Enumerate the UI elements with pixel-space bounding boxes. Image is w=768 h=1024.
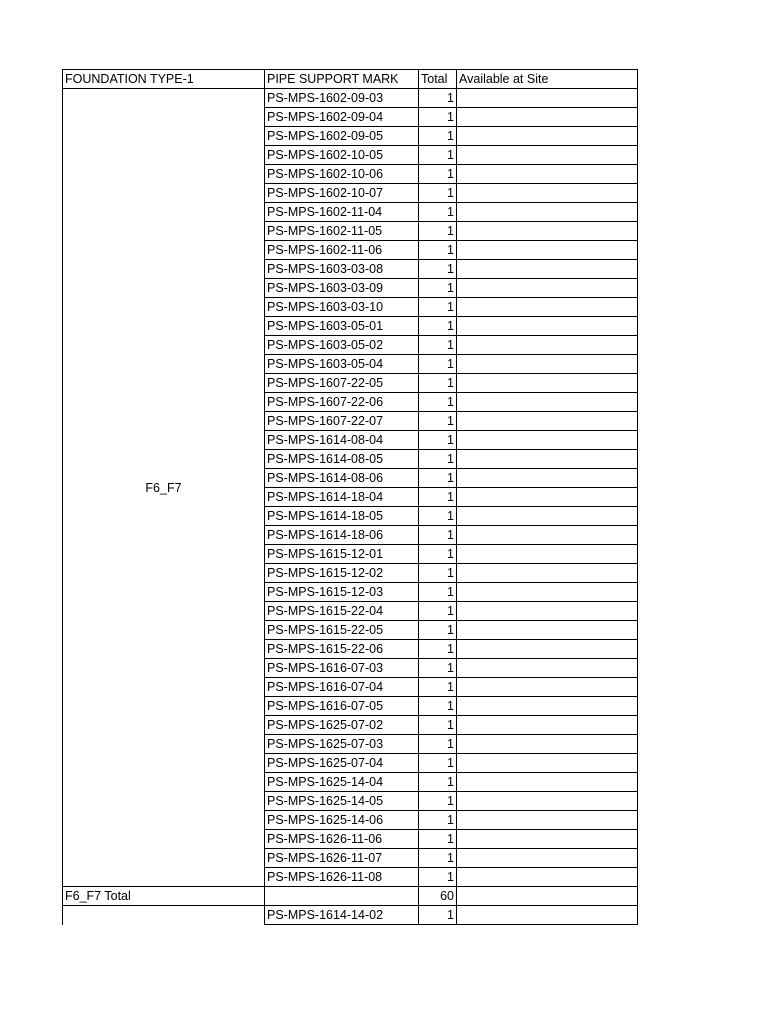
total-cell[interactable]: 1 — [419, 108, 457, 127]
available-at-site-cell[interactable] — [457, 678, 638, 697]
pipe-support-mark-cell[interactable]: PS-MPS-1603-03-10 — [265, 298, 419, 317]
pipe-support-mark-cell[interactable]: PS-MPS-1603-05-04 — [265, 355, 419, 374]
total-cell[interactable]: 1 — [419, 811, 457, 830]
pipe-support-mark-cell[interactable]: PS-MPS-1614-08-05 — [265, 450, 419, 469]
pipe-support-mark-cell[interactable]: PS-MPS-1614-18-04 — [265, 488, 419, 507]
total-cell[interactable]: 1 — [419, 773, 457, 792]
header-total[interactable]: Total — [419, 70, 457, 89]
pipe-support-mark-cell[interactable]: PS-MPS-1625-07-03 — [265, 735, 419, 754]
header-available-at-site[interactable]: Available at Site — [457, 70, 638, 89]
pipe-support-mark-cell[interactable]: PS-MPS-1602-10-06 — [265, 165, 419, 184]
total-cell[interactable]: 1 — [419, 279, 457, 298]
total-cell[interactable]: 1 — [419, 298, 457, 317]
spreadsheet-table — [62, 69, 638, 925]
available-at-site-cell[interactable] — [457, 317, 638, 336]
total-cell[interactable]: 1 — [419, 526, 457, 545]
pipe-support-mark-cell[interactable]: PS-MPS-1607-22-06 — [265, 393, 419, 412]
total-cell[interactable]: 1 — [419, 716, 457, 735]
total-cell[interactable]: 1 — [419, 222, 457, 241]
header-pipe-support-mark[interactable]: PIPE SUPPORT MARK — [265, 70, 419, 89]
total-cell[interactable]: 1 — [419, 127, 457, 146]
total-cell[interactable]: 1 — [419, 697, 457, 716]
pipe-support-mark-cell[interactable]: PS-MPS-1614-18-05 — [265, 507, 419, 526]
pipe-support-mark-cell[interactable]: PS-MPS-1603-05-02 — [265, 336, 419, 355]
available-at-site-cell[interactable] — [457, 469, 638, 488]
total-cell[interactable]: 1 — [419, 830, 457, 849]
total-cell[interactable]: 1 — [419, 564, 457, 583]
total-cell[interactable]: 1 — [419, 906, 457, 925]
available-at-site-cell[interactable] — [457, 659, 638, 678]
available-at-site-cell[interactable] — [457, 488, 638, 507]
available-at-site-cell[interactable] — [457, 583, 638, 602]
spreadsheet-body — [63, 70, 638, 925]
available-at-site-cell[interactable] — [457, 545, 638, 564]
table-row — [63, 906, 638, 925]
total-cell[interactable]: 1 — [419, 621, 457, 640]
available-at-site-cell[interactable] — [457, 431, 638, 450]
total-cell[interactable]: 1 — [419, 355, 457, 374]
total-cell[interactable]: 1 — [419, 545, 457, 564]
pipe-support-mark-cell[interactable]: PS-MPS-1616-07-04 — [265, 678, 419, 697]
total-cell[interactable]: 1 — [419, 184, 457, 203]
total-cell[interactable]: 1 — [419, 640, 457, 659]
available-at-site-cell[interactable] — [457, 640, 638, 659]
total-cell[interactable]: 1 — [419, 241, 457, 260]
pipe-support-mark-cell[interactable]: PS-MPS-1625-07-04 — [265, 754, 419, 773]
available-at-site-cell[interactable] — [457, 393, 638, 412]
available-at-site-cell[interactable] — [457, 127, 638, 146]
available-at-site-cell[interactable] — [457, 754, 638, 773]
available-at-site-cell[interactable] — [457, 621, 638, 640]
pipe-support-mark-cell[interactable]: PS-MPS-1626-11-07 — [265, 849, 419, 868]
pipe-support-mark-cell[interactable]: PS-MPS-1614-08-06 — [265, 469, 419, 488]
available-at-site-cell[interactable] — [457, 336, 638, 355]
available-at-site-cell[interactable] — [457, 602, 638, 621]
pipe-support-mark-cell[interactable]: PS-MPS-1615-22-04 — [265, 602, 419, 621]
available-at-site-cell[interactable] — [457, 849, 638, 868]
total-cell[interactable]: 1 — [419, 659, 457, 678]
total-cell[interactable]: 1 — [419, 792, 457, 811]
pipe-support-mark-cell[interactable]: PS-MPS-1603-03-08 — [265, 260, 419, 279]
pipe-support-mark-cell[interactable]: PS-MPS-1615-22-06 — [265, 640, 419, 659]
available-at-site-cell[interactable] — [457, 792, 638, 811]
available-at-site-cell[interactable] — [457, 222, 638, 241]
total-cell[interactable]: 1 — [419, 602, 457, 621]
pipe-support-mark-cell[interactable]: PS-MPS-1614-18-06 — [265, 526, 419, 545]
total-cell[interactable]: 1 — [419, 431, 457, 450]
total-cell[interactable]: 1 — [419, 165, 457, 184]
total-cell[interactable]: 1 — [419, 735, 457, 754]
total-cell[interactable]: 1 — [419, 450, 457, 469]
pipe-support-mark-cell[interactable]: PS-MPS-1615-12-02 — [265, 564, 419, 583]
available-at-site-cell[interactable] — [457, 526, 638, 545]
pipe-support-mark-cell[interactable]: PS-MPS-1602-11-04 — [265, 203, 419, 222]
total-cell[interactable]: 1 — [419, 260, 457, 279]
pipe-support-mark-cell[interactable]: PS-MPS-1626-11-06 — [265, 830, 419, 849]
pipe-support-mark-cell[interactable]: PS-MPS-1625-14-04 — [265, 773, 419, 792]
pipe-support-mark-cell[interactable]: PS-MPS-1614-08-04 — [265, 431, 419, 450]
pipe-support-mark-cell[interactable]: PS-MPS-1602-11-05 — [265, 222, 419, 241]
total-cell[interactable]: 1 — [419, 469, 457, 488]
available-at-site-cell[interactable] — [457, 89, 638, 108]
table-row — [63, 89, 638, 108]
available-at-site-cell[interactable] — [457, 279, 638, 298]
available-at-site-cell[interactable] — [457, 697, 638, 716]
pipe-support-mark-cell[interactable]: PS-MPS-1602-11-06 — [265, 241, 419, 260]
pipe-support-mark-cell[interactable]: PS-MPS-1616-07-03 — [265, 659, 419, 678]
pipe-support-mark-cell[interactable]: PS-MPS-1607-22-07 — [265, 412, 419, 431]
pipe-support-mark-cell[interactable]: PS-MPS-1602-09-05 — [265, 127, 419, 146]
foundation-type-cell[interactable] — [63, 906, 265, 925]
pipe-support-mark-cell[interactable]: PS-MPS-1603-03-09 — [265, 279, 419, 298]
total-cell[interactable]: 1 — [419, 754, 457, 773]
available-at-site-cell[interactable] — [457, 298, 638, 317]
pipe-support-mark-cell[interactable]: PS-MPS-1615-12-03 — [265, 583, 419, 602]
total-cell[interactable]: 1 — [419, 336, 457, 355]
available-at-site-cell[interactable] — [457, 450, 638, 469]
available-at-site-cell[interactable] — [457, 355, 638, 374]
group-total-label[interactable]: F6_F7 Total — [63, 887, 265, 906]
available-at-site-cell[interactable] — [457, 108, 638, 127]
available-at-site-cell[interactable] — [457, 507, 638, 526]
available-at-site-cell[interactable] — [457, 146, 638, 165]
available-at-site-cell[interactable] — [457, 868, 638, 887]
total-cell[interactable]: 1 — [419, 203, 457, 222]
total-cell[interactable]: 1 — [419, 374, 457, 393]
pipe-support-mark-cell[interactable]: PS-MPS-1602-10-05 — [265, 146, 419, 165]
pipe-support-mark-cell[interactable]: PS-MPS-1615-22-05 — [265, 621, 419, 640]
total-cell[interactable]: 1 — [419, 868, 457, 887]
group-total-row — [63, 887, 638, 906]
total-cell[interactable]: 1 — [419, 317, 457, 336]
pipe-support-mark-cell[interactable]: PS-MPS-1607-22-05 — [265, 374, 419, 393]
group-total-value[interactable]: 60 — [419, 887, 457, 906]
total-cell[interactable]: 1 — [419, 488, 457, 507]
header-row — [63, 70, 638, 89]
available-at-site-cell[interactable] — [457, 374, 638, 393]
available-at-site-cell[interactable] — [457, 773, 638, 792]
pipe-support-mark-cell[interactable]: PS-MPS-1626-11-08 — [265, 868, 419, 887]
available-at-site-cell[interactable] — [457, 830, 638, 849]
group-total-mark-cell[interactable] — [265, 887, 419, 906]
pipe-support-mark-cell[interactable]: PS-MPS-1602-09-04 — [265, 108, 419, 127]
available-at-site-cell[interactable] — [457, 260, 638, 279]
available-at-site-cell[interactable] — [457, 906, 638, 925]
header-foundation-type[interactable]: FOUNDATION TYPE-1 — [63, 70, 265, 89]
available-at-site-cell[interactable] — [457, 735, 638, 754]
available-at-site-cell[interactable] — [457, 412, 638, 431]
pipe-support-mark-cell[interactable]: PS-MPS-1616-07-05 — [265, 697, 419, 716]
pipe-support-mark-cell[interactable]: PS-MPS-1602-10-07 — [265, 184, 419, 203]
pipe-support-mark-cell[interactable]: PS-MPS-1603-05-01 — [265, 317, 419, 336]
available-at-site-cell[interactable] — [457, 716, 638, 735]
total-cell[interactable]: 1 — [419, 393, 457, 412]
pipe-support-mark-cell[interactable]: PS-MPS-1625-14-05 — [265, 792, 419, 811]
available-at-site-cell[interactable] — [457, 184, 638, 203]
available-at-site-cell[interactable] — [457, 241, 638, 260]
available-at-site-cell[interactable] — [457, 203, 638, 222]
available-at-site-cell[interactable] — [457, 811, 638, 830]
total-cell[interactable]: 1 — [419, 412, 457, 431]
pipe-support-mark-cell[interactable]: PS-MPS-1614-14-02 — [265, 906, 419, 925]
total-cell[interactable]: 1 — [419, 678, 457, 697]
available-at-site-cell[interactable] — [457, 165, 638, 184]
total-cell[interactable]: 1 — [419, 507, 457, 526]
pipe-support-mark-cell[interactable]: PS-MPS-1615-12-01 — [265, 545, 419, 564]
total-cell[interactable]: 1 — [419, 89, 457, 108]
pipe-support-mark-cell[interactable]: PS-MPS-1625-07-02 — [265, 716, 419, 735]
pipe-support-mark-cell[interactable]: PS-MPS-1602-09-03 — [265, 89, 419, 108]
total-cell[interactable]: 1 — [419, 146, 457, 165]
total-cell[interactable]: 1 — [419, 583, 457, 602]
group-total-available-cell[interactable] — [457, 887, 638, 906]
available-at-site-cell[interactable] — [457, 564, 638, 583]
total-cell[interactable]: 1 — [419, 849, 457, 868]
pipe-support-mark-cell[interactable]: PS-MPS-1625-14-06 — [265, 811, 419, 830]
foundation-type-cell[interactable]: F6_F7 — [63, 89, 265, 887]
